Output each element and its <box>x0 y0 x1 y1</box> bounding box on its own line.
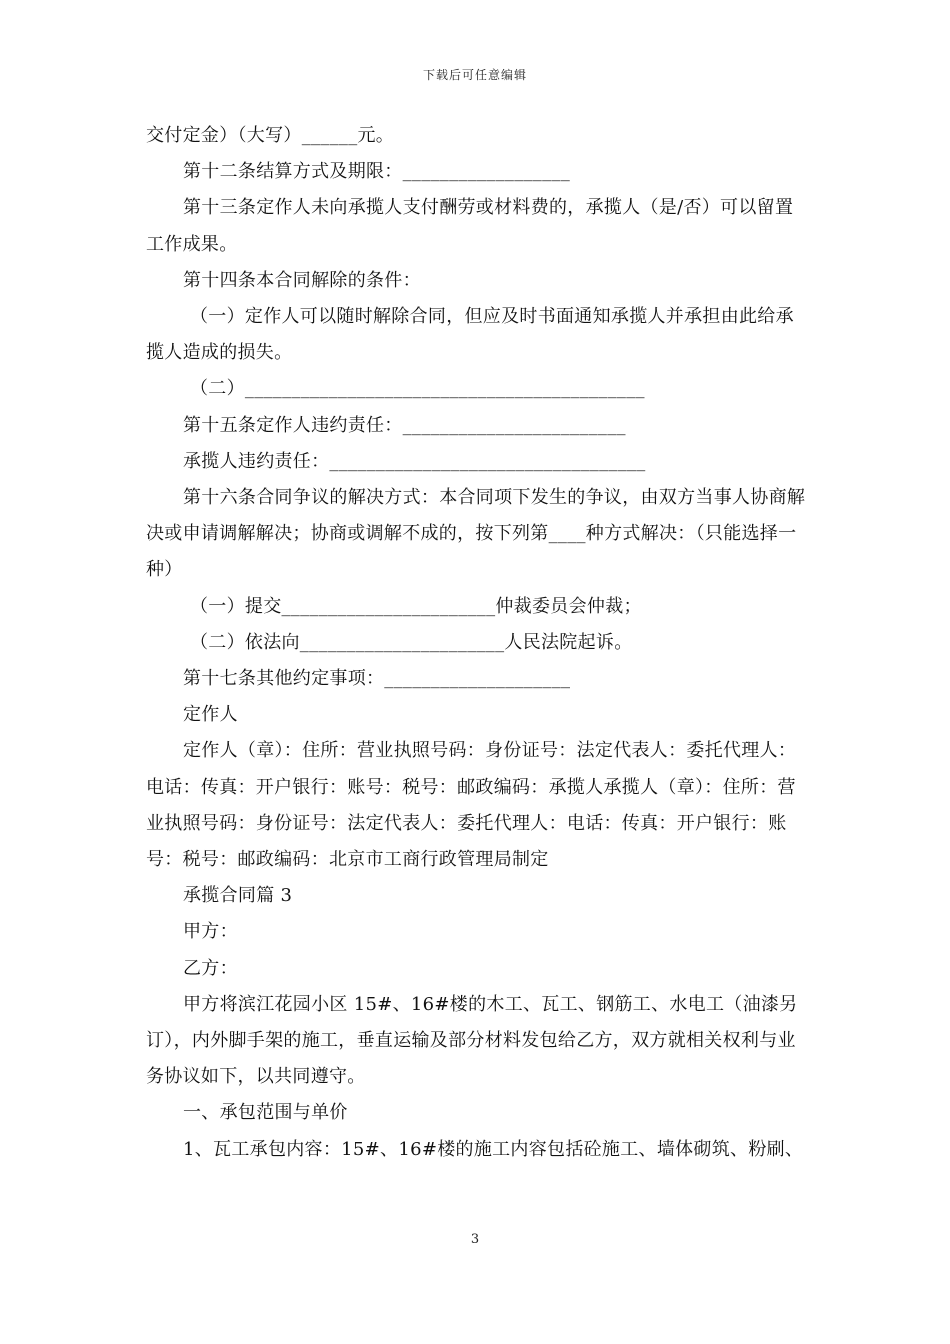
paragraph: 甲方： <box>183 921 238 943</box>
paragraph: 承揽合同篇 3 <box>183 885 293 907</box>
paragraph: 第十五条定作人违约责任：________________________ <box>183 414 626 436</box>
paragraph: 交付定金）（大写）______元。 <box>146 125 395 146</box>
paragraph: 第十二条结算方式及期限：__________________ <box>183 161 570 183</box>
paragraph: 一、承包范围与单价 <box>183 1102 348 1124</box>
paragraph: 定作人 <box>183 704 238 726</box>
page-number: 3 <box>470 1232 480 1247</box>
paragraph: 定作人（章）：住所：营业执照号码：身份证号：法定代表人：委托代理人：电话：传真：开户银行：账号：税号：邮政编码：承揽人承揽人（章）：住所：营业执照号码：身份证号：法定代表人：委托代理人：电话：传真：开户银行：账号：税号：邮政编码：北京市工商行政管理局制定 <box>146 740 797 871</box>
paragraph: （二）依法向______________________人民法院起诉。 <box>190 631 633 653</box>
paragraph: （一）定作人可以随时解除合同，但应及时书面通知承揽人并承担由此给承揽人造成的损失。 <box>146 306 794 364</box>
paragraph: 第十七条其他约定事项：____________________ <box>183 668 571 690</box>
document-body <box>146 118 806 1168</box>
paragraph: 乙方： <box>183 957 238 979</box>
page-header: 下载后可任意编辑 <box>422 68 527 82</box>
paragraph: 1、瓦工承包内容：15#、16#楼的施工内容包括砼施工、墙体砌筑、粉刷、 <box>183 1138 804 1160</box>
paragraph: 第十六条合同争议的解决方式：本合同项下发生的争议，由双方当事人协商解决或申请调解解决；协商或调解不成的，按下列第____种方式解决：（只能选择一种） <box>146 487 806 581</box>
paragraph: （一）提交_______________________仲裁委员会仲裁； <box>190 595 642 617</box>
paragraph: 第十三条定作人未向承揽人支付酬劳或材料费的，承揽人（是/否）可以留置工作成果。 <box>146 197 794 255</box>
paragraph: 承揽人违约责任：__________________________________ <box>183 450 646 472</box>
paragraph: 第十四条本合同解除的条件： <box>183 269 421 291</box>
paragraph: （二）___________________________________________ <box>190 378 645 400</box>
paragraph: 甲方将滨江花园小区 15#、16#楼的木工、瓦工、钢筋工、水电工（油漆另订），内外脚手架的施工，垂直运输及部分材料发包给乙方，双方就相关权利与业务协议如下，以共同遵守。 <box>146 993 798 1088</box>
